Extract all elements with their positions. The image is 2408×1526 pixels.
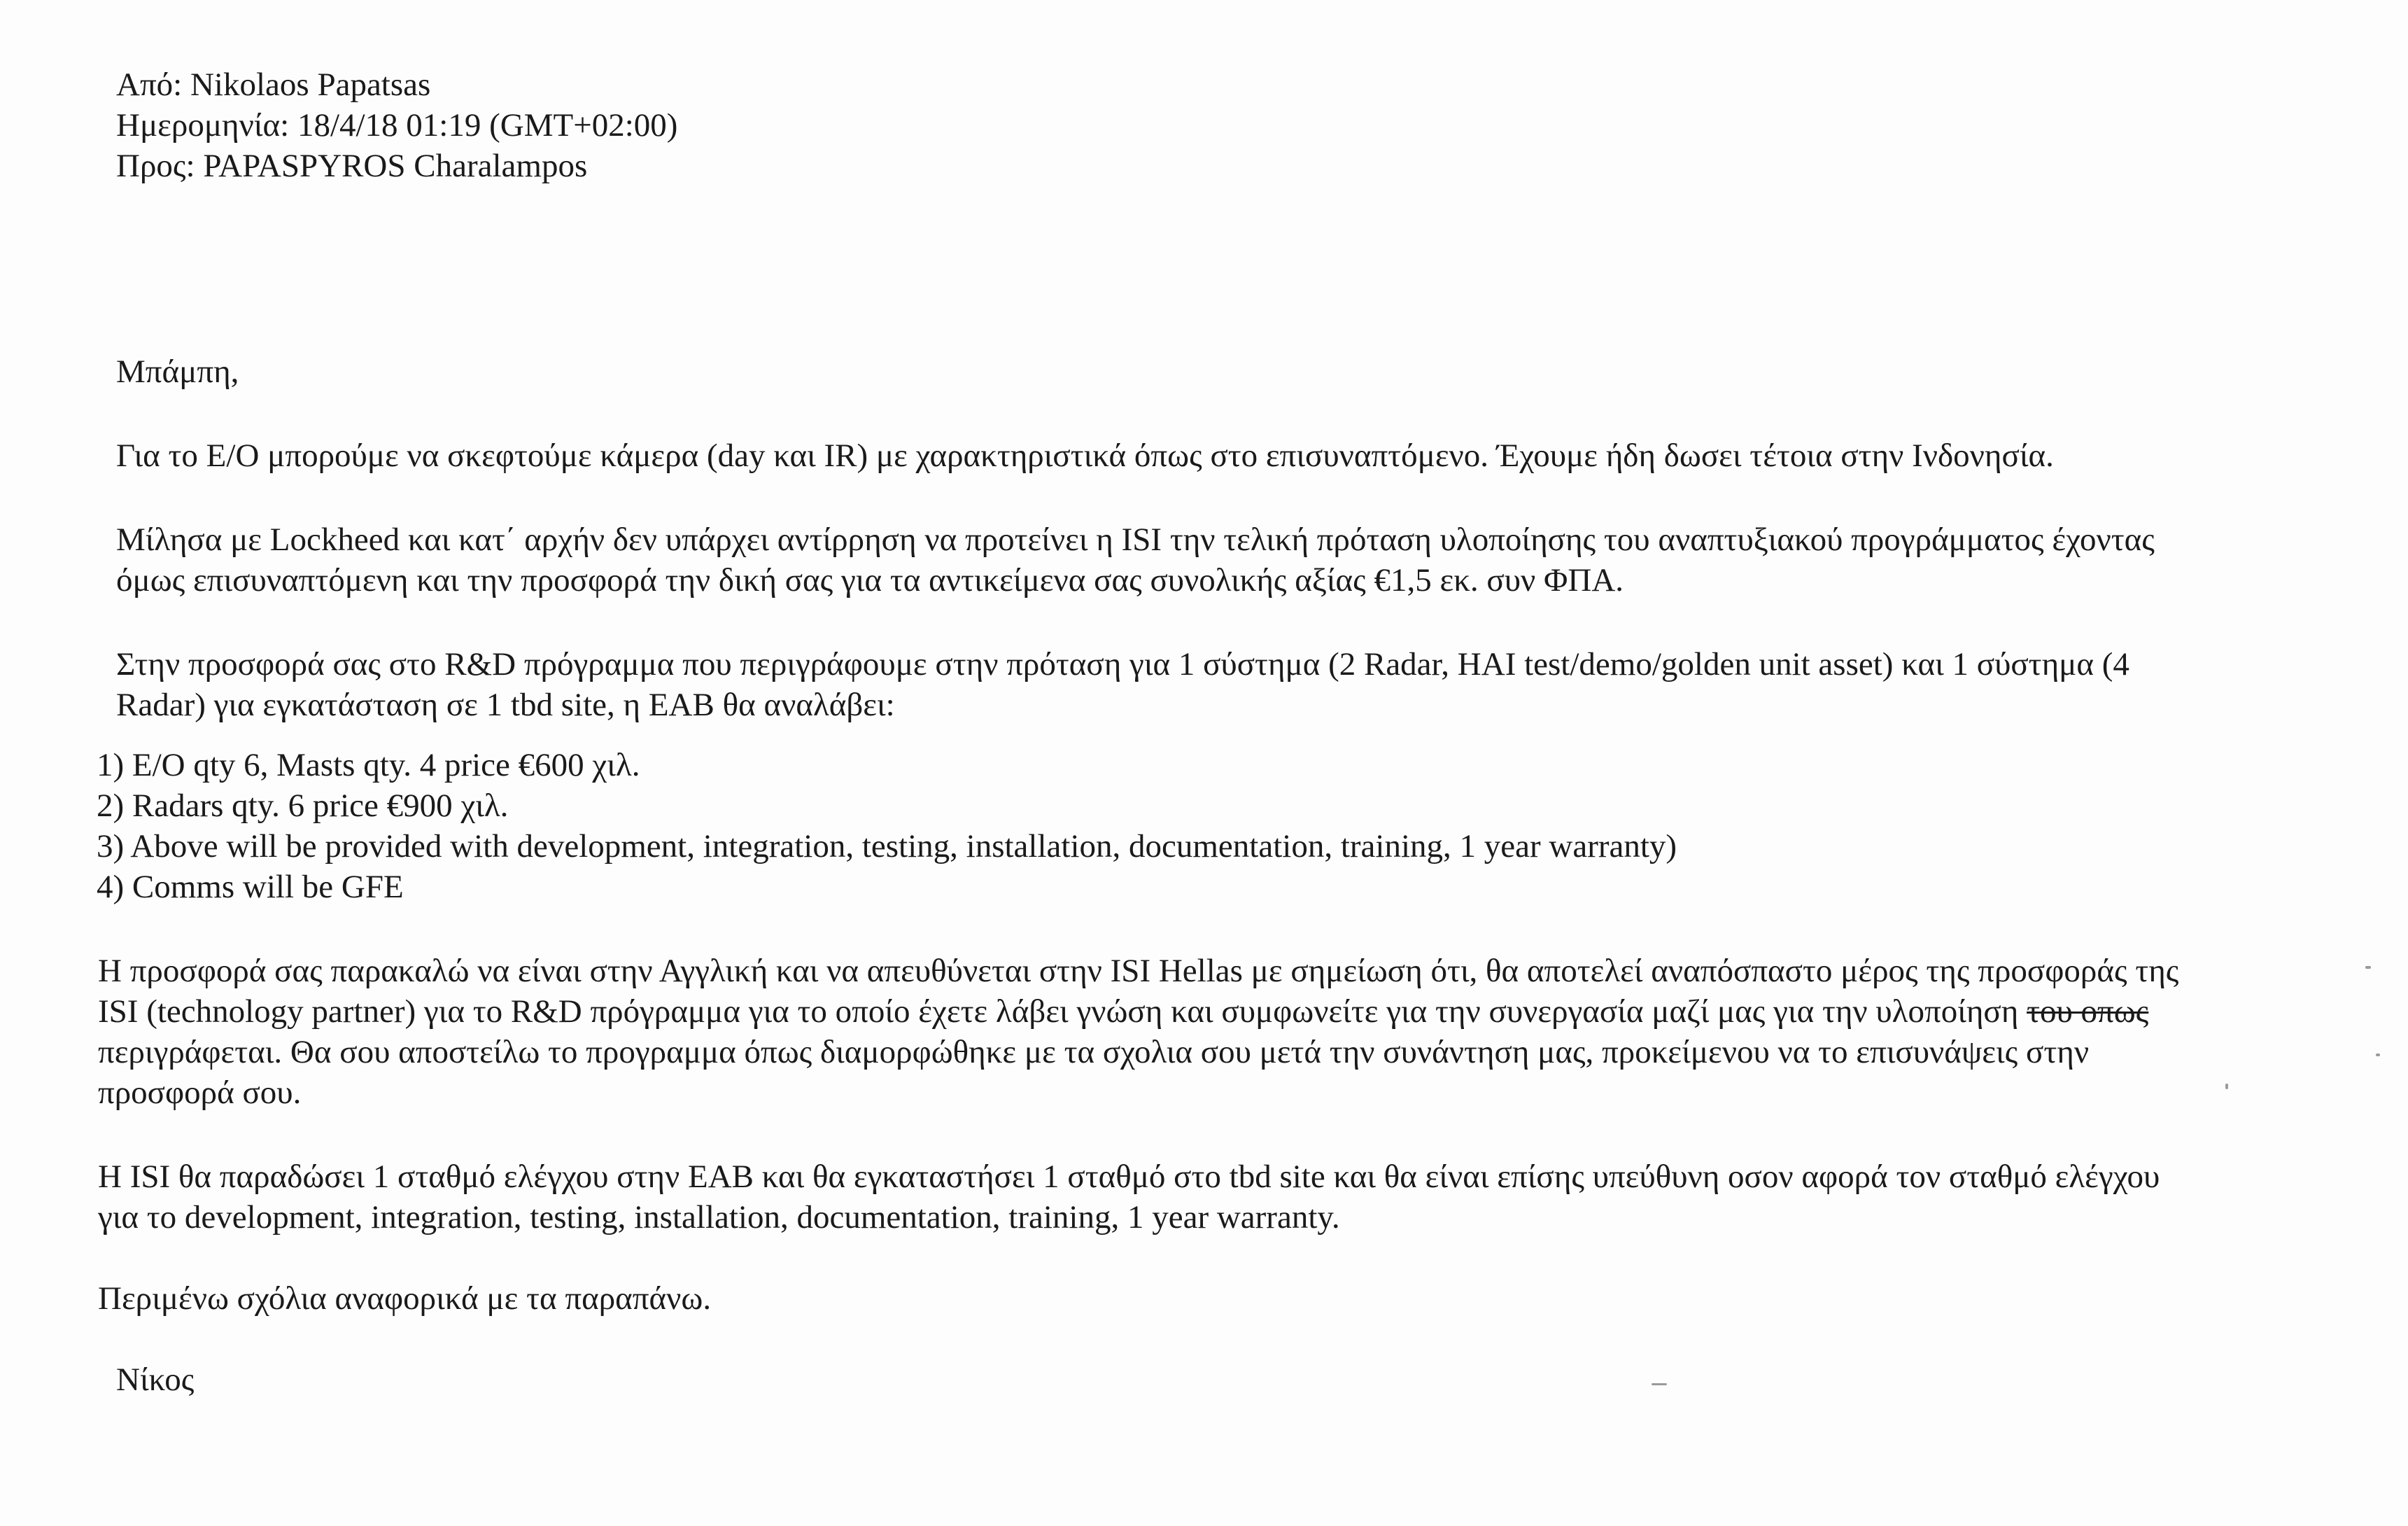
- date-label: Ημερομηνία:: [116, 107, 290, 144]
- paragraph-offer-line3: περιγράφεται. Θα σου αποστείλω το προγραμμα όπως διαμορφώθηκε με τα σχολια σου μετά την συνάντηση μας, προκείμενου να το επισυνάψεις στην: [98, 1034, 2090, 1070]
- paragraph-lockheed-line1: Μίλησα με Lockheed και κατ΄ αρχήν δεν υπάρχει αντίρρηση να προτείνει η ISI την τελική πρόταση υλοποίησης του αναπτυξιακού προγράμματος έχοντας: [116, 522, 2155, 558]
- date-value: 18/4/18 01:19 (GMT+02:00): [297, 107, 678, 144]
- to-label: Προς:: [116, 148, 195, 184]
- from-label: Από:: [116, 66, 183, 103]
- from-value: Nikolaos Papatsas: [190, 66, 431, 103]
- to-value: PAPASPYROS Charalampos: [203, 148, 588, 184]
- paragraph-offer-line2-text: ISI (technology partner) για το R&D πρόγραμμα για το οποίο έχετε λάβει γνώση και συμφωνείτε για την συνεργασία μαζί μας για την υλοποίηση: [98, 993, 2019, 1030]
- greeting: Μπάμπη,: [116, 354, 239, 390]
- paragraph-station-line2: για το development, integration, testing, installation, documentation, training, 1 year warranty.: [98, 1199, 1340, 1236]
- scan-speck: [2365, 966, 2371, 969]
- list-item: 4) Comms will be GFE: [97, 869, 404, 905]
- scan-speck: [2225, 1084, 2228, 1089]
- list-item: 2) Radars qty. 6 price €900 χιλ.: [97, 788, 509, 824]
- signature: Νίκος: [116, 1362, 195, 1398]
- paragraph-offer-line1: Η προσφορά σας παρακαλώ να είναι στην Αγγλική και να απευθύνεται στην ISI Hellas με σημείωση ότι, θα αποτελεί αναπόσπαστο μέρος της προσφοράς της: [98, 953, 2179, 989]
- from-line: [116, 64, 430, 105]
- list-item: 3) Above will be provided with development, integration, testing, installation, documentation, training, 1 year warranty): [97, 828, 1677, 864]
- paragraph-station-line1: Η ISI θα παραδώσει 1 σταθμό ελέγχου στην ΕΑΒ και θα εγκαταστήσει 1 σταθμό στο tbd site και θα είναι επίσης υπεύθυνη οσον αφορά τον σταθμό ελέγχου: [98, 1158, 2160, 1195]
- closing-line: Περιμένω σχόλια αναφορικά με τα παραπάνω.: [98, 1280, 712, 1317]
- paragraph-rd-line2: Radar) για εγκατάσταση σε 1 tbd site, η ΕΑΒ θα αναλάβει:: [116, 687, 895, 723]
- paragraph-rd-line1: Στην προσφορά σας στο R&D πρόγραμμα που περιγράφουμε στην πρόταση για 1 σύστημα (2 Radar, HAI test/demo/golden unit asset) και 1 σύστημα (4: [116, 646, 2129, 682]
- paragraph-lockheed-line2: όμως επισυναπτόμενη και την προσφορά την δική σας για τα αντικείμενα σας συνολικής αξίας €1,5 εκ. συν ΦΠΑ.: [116, 562, 1624, 598]
- struck-text: του οπως: [2027, 993, 2149, 1030]
- paragraph-camera: Για το Ε/Ο μπορούμε να σκεφτούμε κάμερα (day και IR) με χαρακτηριστικά όπως στο επισυναπτόμενο. Έχουμε ήδη δωσει τέτοια στην Ινδονησία.: [116, 438, 2054, 474]
- scan-speck: [2376, 1054, 2380, 1056]
- paragraph-offer-line4: προσφορά σου.: [98, 1074, 302, 1111]
- list-item: 1) E/O qty 6, Masts qty. 4 price €600 χιλ.: [97, 747, 640, 783]
- paragraph-offer-line2: [98, 991, 2148, 1032]
- to-line: [116, 146, 587, 186]
- scan-speck: [1652, 1383, 1667, 1385]
- date-line: [116, 105, 677, 146]
